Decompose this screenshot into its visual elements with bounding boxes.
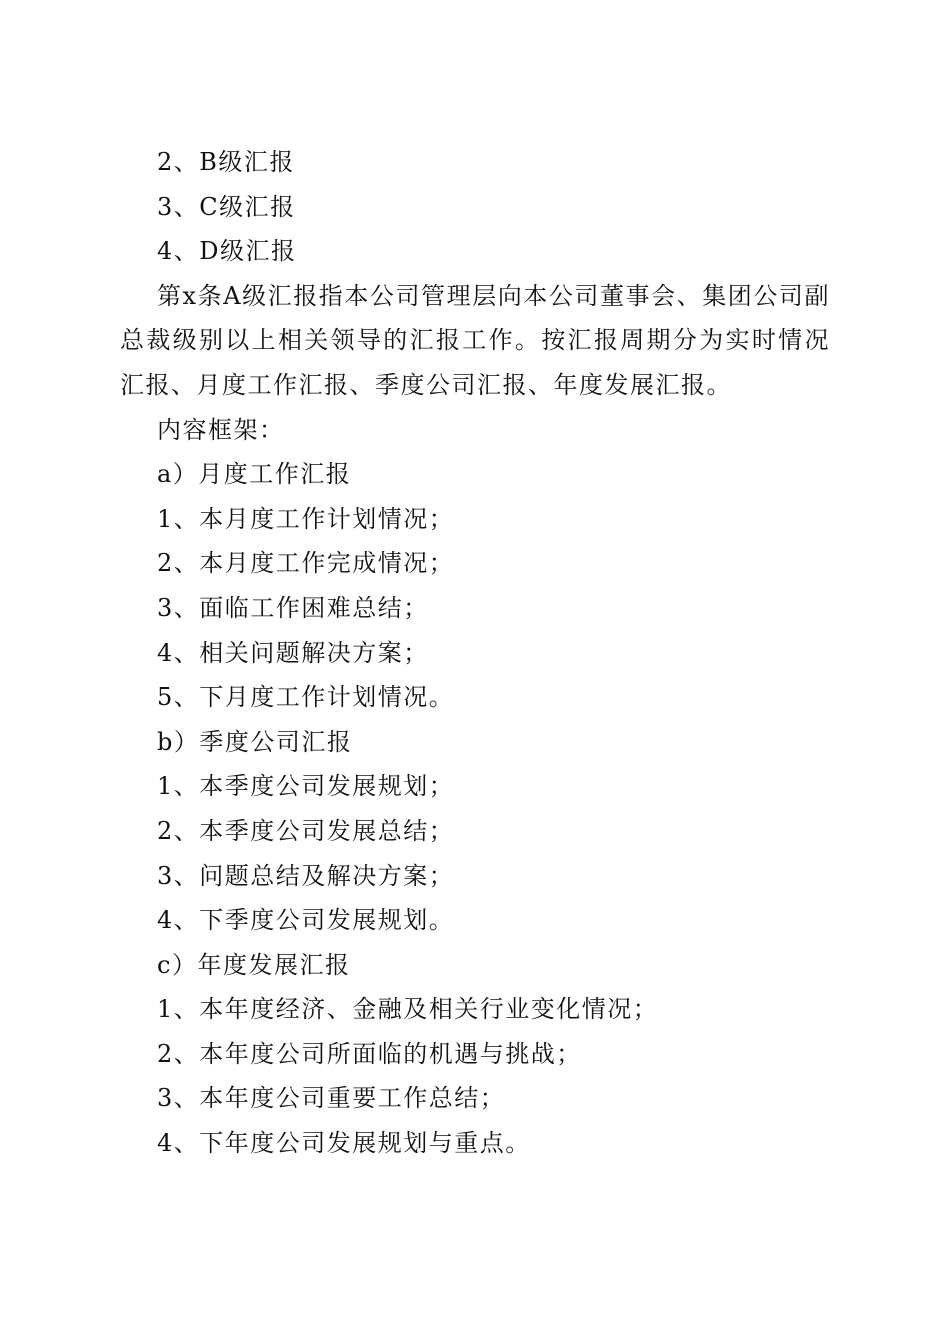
quarterly-item-4: 4、下季度公司发展规划。: [157, 906, 455, 935]
monthly-item-3: 3、面临工作困难总结；: [157, 593, 429, 622]
quarterly-item-3: 3、问题总结及解决方案；: [157, 861, 455, 890]
annual-item-2: 2、本年度公司所面临的机遇与挑战；: [157, 1039, 582, 1068]
quarterly-item-2: 2、本季度公司发展总结；: [157, 816, 455, 845]
quarterly-item-1: 1、本季度公司发展规划；: [157, 772, 455, 801]
annual-item-1: 1、本年度经济、金融及相关行业变化情况；: [157, 995, 659, 1024]
monthly-item-5: 5、下月度工作计划情况。: [157, 683, 455, 712]
list-item-b-level: 2、B级汇报: [157, 148, 295, 176]
list-item-c-level: 3、C级汇报: [157, 192, 296, 221]
article-a-level-paragraph: 第x条A级汇报指本公司管理层向本公司董事会、集团公司副总裁级别以上相关领导的汇报工作。按汇报周期分为实时情况汇报、月度工作汇报、季度公司汇报、年度发展汇报。: [120, 281, 830, 399]
content-framework-heading: 内容框架：: [157, 415, 285, 444]
annual-item-4: 4、下年度公司发展规划与重点。: [157, 1129, 531, 1158]
annual-report-heading: c）年度发展汇报: [157, 950, 351, 979]
quarterly-report-heading: b）季度公司汇报: [157, 727, 353, 756]
annual-item-3: 3、本年度公司重要工作总结；: [157, 1084, 506, 1113]
monthly-item-1: 1、本月度工作计划情况；: [157, 504, 455, 533]
document-body: [120, 140, 830, 1166]
monthly-item-4: 4、相关问题解决方案；: [157, 638, 429, 667]
monthly-report-heading: a）月度工作汇报: [157, 460, 352, 489]
monthly-item-2: 2、本月度工作完成情况；: [157, 549, 455, 578]
list-item-d-level: 4、D级汇报: [157, 237, 297, 266]
